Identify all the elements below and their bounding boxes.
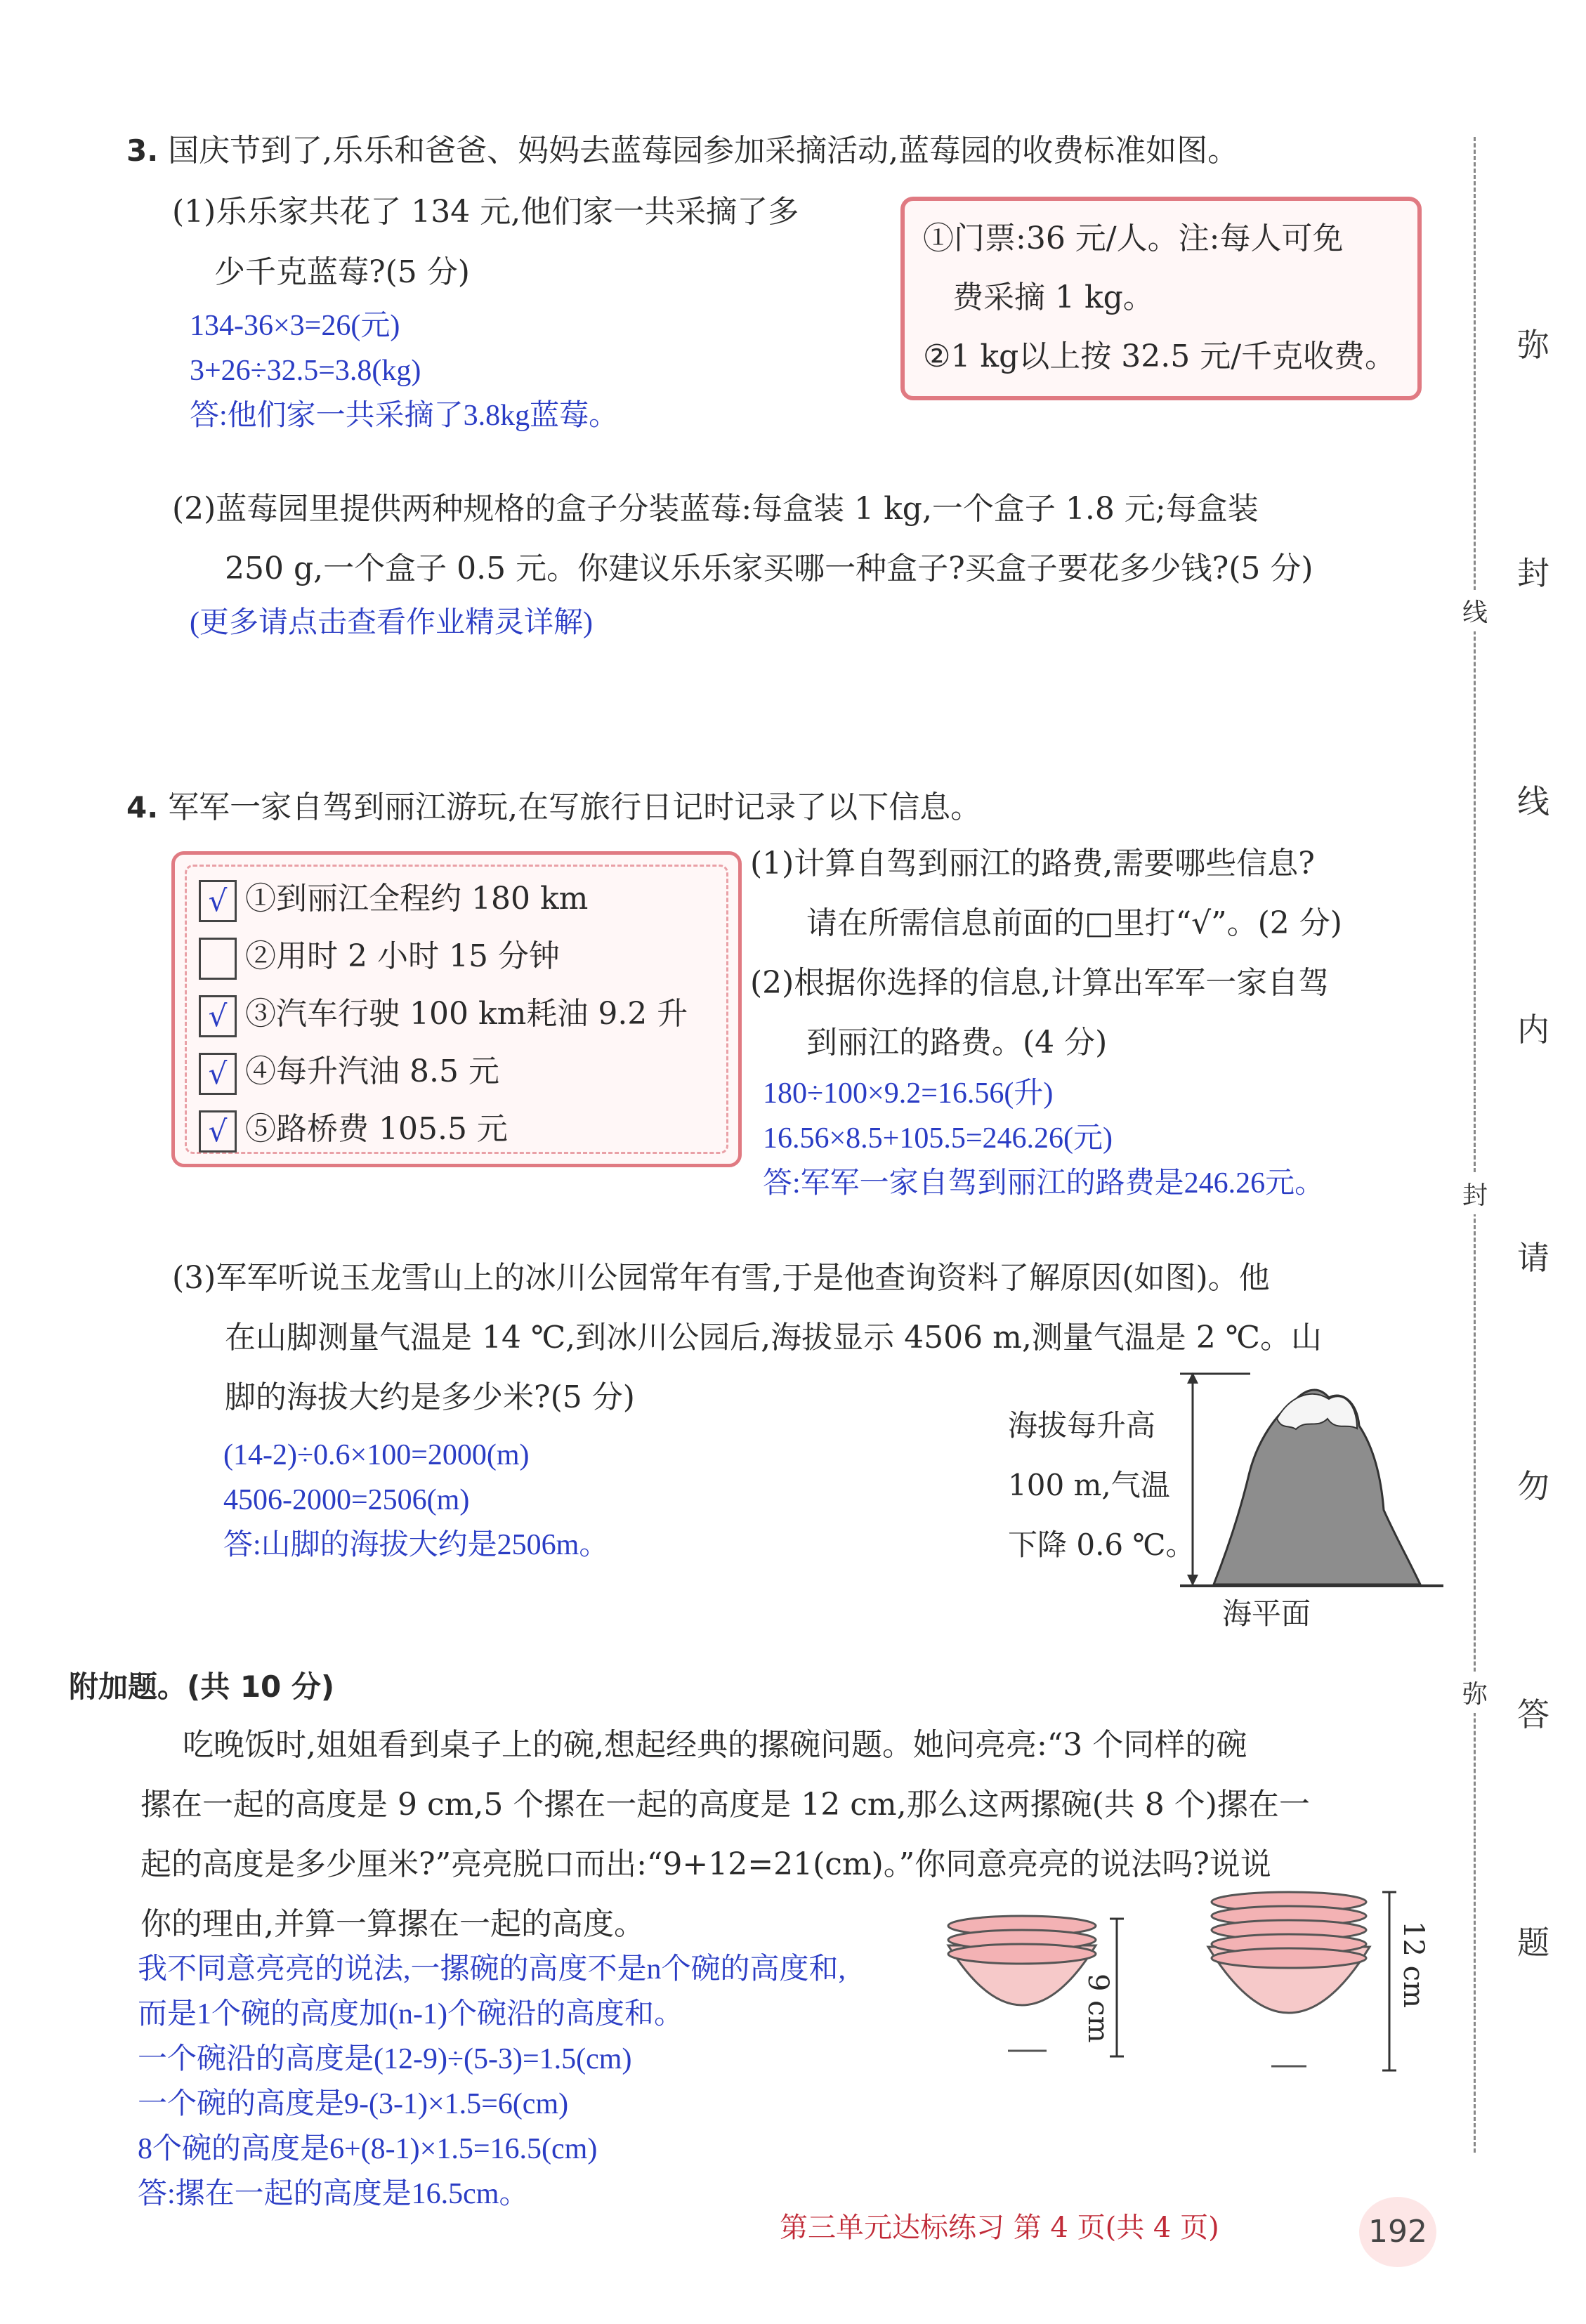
sidebar-char-1: 弥 (1517, 326, 1549, 364)
q4-answer2-line3: 答:军军一家自驾到丽江的路费是246.26元。 (763, 1167, 1325, 1200)
checkbox-4[interactable]: √ (199, 1053, 237, 1095)
mountain-illustration (1173, 1370, 1447, 1594)
info-text-1: ①到丽江全程约 180 km (245, 881, 589, 917)
sidebar-small-char-2: 封 (1462, 1173, 1488, 1214)
info-item-5 (199, 1101, 688, 1158)
q4-text: 军军一家自驾到丽江游玩,在写旅行日记时记录了以下信息。 (168, 789, 982, 825)
sidebar-char-3: 线 (1517, 782, 1549, 820)
q3-part2-line1: (2)蓝莓园里提供两种规格的盒子分装蓝莓:每盒装 1 kg,一个盒子 1.8 元;每盒装 (172, 491, 1259, 527)
info-text-4: ④每升汽油 8.5 元 (245, 1053, 499, 1089)
q3-number: 3. (126, 133, 159, 168)
q4-part2-line1: (2)根据你选择的信息,计算出军军一家自驾 (750, 965, 1330, 1001)
sidebar-char-6: 勿 (1517, 1467, 1549, 1505)
extra-line-1: 吃晚饭时,姐姐看到桌子上的碗,想起经典的摞碗问题。她问亮亮:“3 个同样的碗 (183, 1727, 1247, 1763)
price-line-3: ②1 kg以上按 32.5 元/千克收费。 (923, 339, 1396, 374)
sidebar-small-char-3: 弥 (1462, 1672, 1488, 1713)
extra-answer-line-3: 一个碗沿的高度是(12-9)÷(5-3)=1.5(cm) (138, 2043, 632, 2075)
checkbox-3[interactable]: √ (199, 995, 237, 1037)
q4-answer2-line2: 16.56×8.5+105.5=246.26(元) (763, 1122, 1113, 1155)
sidebar-char-2: 封 (1517, 554, 1549, 592)
bowl-label-right: 12 cm (1397, 1921, 1429, 2008)
q4-part3-line2: 在山脚测量气温是 14 ℃,到冰川公园后,海拔显示 4506 m,测量气温是 2 ℃。山 (225, 1320, 1322, 1355)
extra-line-2: 摞在一起的高度是 9 cm,5 个摞在一起的高度是 12 cm,那么这两摞碗(共 8 个)摞在一 (140, 1787, 1310, 1823)
footer-text: 第三单元达标练习 第 4 页(共 4 页) (780, 2212, 1219, 2244)
info-text-3: ③汽车行驶 100 km耗油 9.2 升 (245, 996, 688, 1032)
bowls-illustration (934, 1882, 1461, 2093)
q3-answer1-line2: 3+26÷32.5=3.8(kg) (190, 355, 421, 387)
figure-text-2: 100 m,气温 (1008, 1468, 1170, 1502)
info-item-1 (199, 870, 688, 928)
sidebar-char-7: 答 (1517, 1695, 1549, 1733)
extra-answer-line-2: 而是1个碗的高度加(n-1)个碗沿的高度和。 (138, 1998, 683, 2030)
q4-part2-line2: 到丽江的路费。(4 分) (806, 1025, 1108, 1061)
figure-text-3: 下降 0.6 ℃。 (1008, 1528, 1195, 1562)
q4-info-list (199, 870, 688, 1158)
sidebar-char-5: 请 (1517, 1239, 1549, 1277)
q3-answer1-line3: 答:他们家一共采摘了3.8kg蓝莓。 (190, 400, 619, 432)
q3-answer2-link[interactable]: (更多请点击查看作业精灵详解) (190, 607, 593, 639)
extra-line-4: 你的理由,并算一算摞在一起的高度。 (140, 1906, 645, 1942)
q3-part2-line2: 250 g,一个盒子 0.5 元。你建议乐乐家买哪一种盒子?买盒子要花多少钱?(5 分) (225, 551, 1313, 586)
q4-part1-line2: 请在所需信息前面的□里打“√”。(2 分) (806, 905, 1342, 941)
q3-price-box (900, 197, 1422, 400)
checkbox-5[interactable]: √ (199, 1110, 237, 1153)
q3-part1-line1: (1)乐乐家共花了 134 元,他们家一共采摘了多 (172, 194, 799, 230)
q4-answer3-line3: 答:山脚的海拔大约是2506m。 (223, 1529, 609, 1561)
info-text-5: ⑤路桥费 105.5 元 (245, 1111, 508, 1147)
q4-info-box (171, 851, 742, 1167)
q3-part1-line2: 少千克蓝莓?(5 分) (214, 254, 470, 290)
checkbox-1[interactable]: √ (199, 880, 237, 922)
q4-answer3-line1: (14-2)÷0.6×100=2000(m) (223, 1439, 530, 1471)
q4-stem (126, 787, 981, 829)
q3-stem (126, 130, 1238, 172)
info-text-2: ②用时 2 小时 15 分钟 (245, 938, 560, 974)
q3-answer1-line1: 134-36×3=26(元) (190, 310, 400, 342)
mountain-figure (997, 1370, 1447, 1643)
price-line-2: 费采摘 1 kg。 (952, 280, 1154, 315)
q4-part3-line3: 脚的海拔大约是多少米?(5 分) (225, 1379, 635, 1415)
bowl-label-left: 9 cm (1082, 1974, 1114, 2043)
extra-answer-line-4: 一个碗的高度是9-(3-1)×1.5=6(cm) (138, 2088, 569, 2120)
q4-part3-line1: (3)军军听说玉龙雪山上的冰川公园常年有雪,于是他查询资料了解原因(如图)。他 (172, 1260, 1270, 1296)
price-line-1: ①门票:36 元/人。注:每人可免 (923, 221, 1344, 256)
q4-answer2-line1: 180÷100×9.2=16.56(升) (763, 1077, 1054, 1110)
extra-answer-line-5: 8个碗的高度是6+(8-1)×1.5=16.5(cm) (138, 2133, 598, 2165)
sidebar-char-4: 内 (1517, 1011, 1549, 1049)
extra-line-3: 起的高度是多少厘米?”亮亮脱口而出:“9+12=21(cm)。”你同意亮亮的说法吗?说说 (140, 1846, 1271, 1882)
figure-label-sea-level: 海平面 (1222, 1596, 1311, 1631)
q4-part1-line1: (1)计算自驾到丽江的路费,需要哪些信息? (750, 846, 1315, 881)
info-item-2 (199, 928, 688, 985)
extra-answer-line-1: 我不同意亮亮的说法,一摞碗的高度不是n个碗的高度和, (138, 1953, 846, 1985)
sidebar-char-8: 题 (1517, 1924, 1549, 1962)
q4-number: 4. (126, 790, 159, 825)
q3-text: 国庆节到了,乐乐和爸爸、妈妈去蓝莓园参加采摘活动,蓝莓园的收费标准如图。 (168, 133, 1239, 169)
figure-text-1: 海拔每升高 (1008, 1408, 1156, 1443)
info-item-3 (199, 985, 688, 1043)
binding-line (1474, 137, 1476, 2153)
page-number: 192 (1359, 2197, 1436, 2267)
info-item-4 (199, 1043, 688, 1101)
bowl-stack-right (1208, 1892, 1396, 2070)
checkbox-2[interactable] (199, 938, 237, 980)
extra-title: 附加题。(共 10 分) (69, 1669, 335, 1704)
extra-answer-line-6: 答:摞在一起的高度是16.5cm。 (138, 2178, 529, 2210)
sidebar-small-char-1: 线 (1462, 590, 1488, 631)
q4-answer3-line2: 4506-2000=2506(m) (223, 1484, 470, 1516)
